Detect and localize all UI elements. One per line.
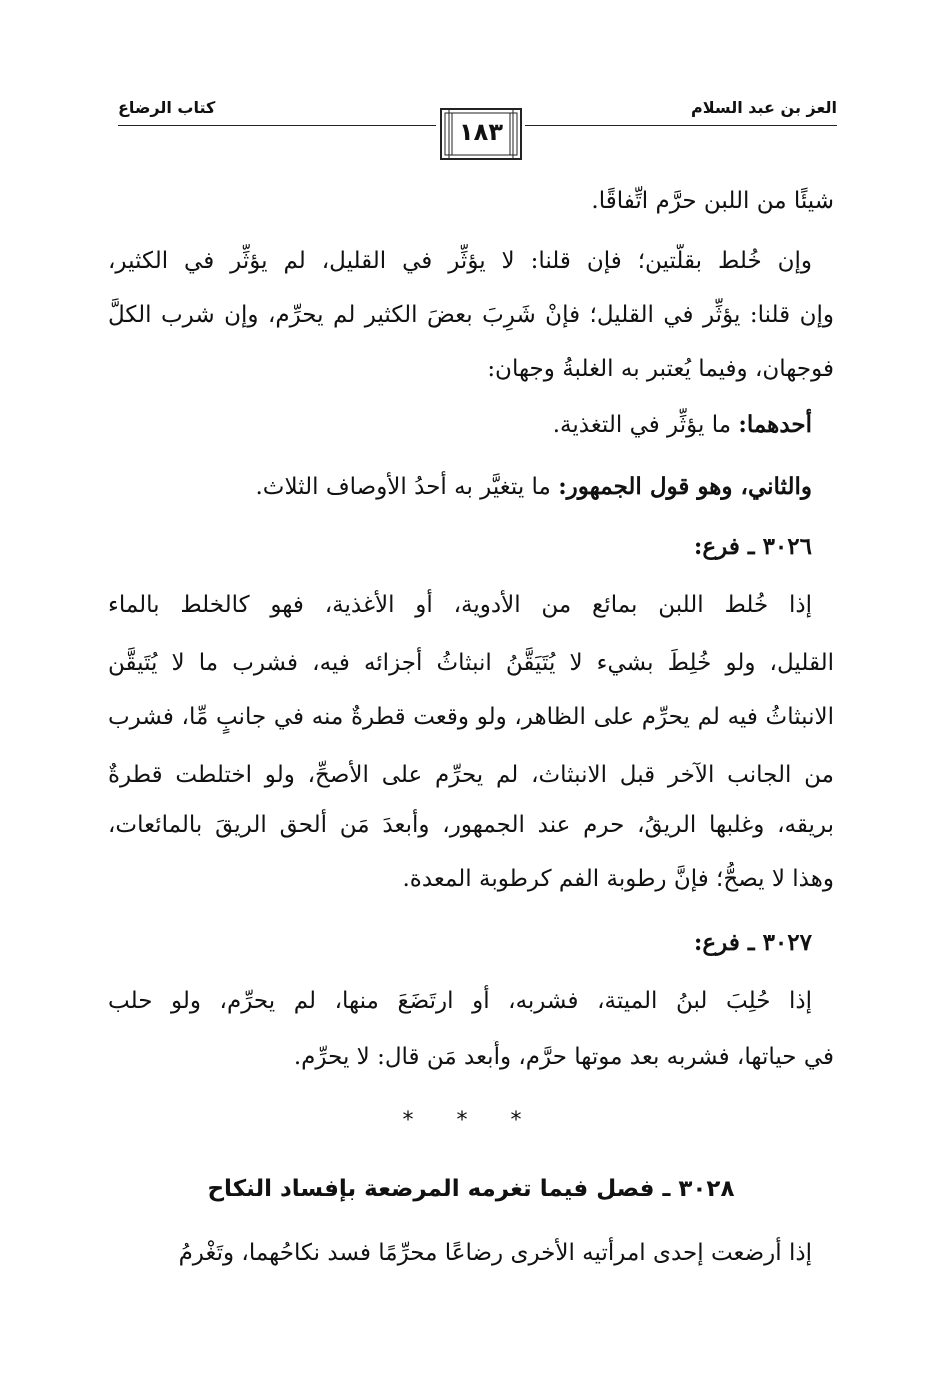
line-text: ما يتغيَّر به أحدُ الأوصاف الثلاث.: [255, 474, 559, 500]
body-line-last: إذا أرضعت إحدى امرأتيه الأخرى رضاعًا محرِّمًا فسد نكاحُهما، وتَغْرمُ: [178, 1240, 812, 1266]
line-lead: ٣٠٢٦ ـ فرع:: [693, 533, 812, 560]
line-text: من الجانب الآخر قبل الانبثاث، لم يحرِّم على الأصحِّ، ولو اختلطت قطرةٌ: [108, 762, 834, 788]
line-text: في حياتها، فشربه بعد موتها حرَّم، وأَبعد مَن قال: لا يحرِّم.: [293, 1044, 834, 1070]
body-line: [108, 470, 812, 504]
page-number-frame: [440, 108, 522, 160]
line-text: القليل، ولو خُلِطَ بشيء لا يُتَيَقَّنُ انبثاثُ أجزائه فيه، فشرب ما لا يُتَيقَّن: [108, 650, 834, 676]
header-rule-left: [118, 125, 436, 126]
header-author: العز بن عبد السلام: [691, 98, 837, 117]
section-separator: * * *: [402, 1108, 540, 1133]
line-lead: ٣٠٢٧ ـ فرع:: [693, 929, 812, 956]
line-text: وإن خُلط بقلَّتين؛ فإن قلنا: لا يؤثِّر في القليل، لم يؤثِّر في الكثير،: [108, 248, 812, 274]
page-number: ١٨٣: [459, 118, 503, 146]
section-heading: ٣٠٢٨ ـ فصل فيما تغرمه المرضعة بإفساد النكاح: [207, 1176, 735, 1202]
line-text: ما يؤثِّر في التغذية.: [552, 412, 739, 438]
body-line: [108, 530, 812, 564]
line-text: وهذا لا يصحُّ؛ فإنَّ رطوبة الفم كرطوبة المعدة.: [402, 866, 834, 892]
line-text: بريقه، وغلبها الريقُ، حرم عند الجمهور، وأبعدَ مَن ألحق الريقَ بالمائعات،: [108, 812, 834, 838]
body-line: [108, 408, 812, 442]
line-text: إذا حُلِبَ لبنُ الميتة، فشربه، أو ارتَضَعَ منها، لم يحرِّم، ولو حلب: [108, 988, 812, 1014]
body-line: [108, 808, 834, 842]
line-lead: أحدهما:: [738, 411, 812, 438]
line-text: وإن قلنا: يؤثِّر في القليل؛ فإنْ شَرِبَ بعضَ الكثير لم يحرِّم، وإن شرب الكلَّ: [108, 302, 834, 328]
body-line: [108, 700, 834, 734]
line-text: شيئًا من اللبن حرَّم اتِّفاقًا.: [591, 188, 834, 214]
header-book-section: كتاب الرضاع: [118, 98, 216, 117]
body-line: [108, 184, 834, 218]
body-line: [108, 926, 812, 960]
line-text: فوجهان، وفيما يُعتبر به الغلبةُ وجهان:: [487, 356, 834, 382]
body-line: [108, 984, 812, 1018]
body-line: [108, 862, 834, 896]
line-text: إذا خُلط اللبن بمائع من الأدوية، أو الأغذية، فهو كالخلط بالماء: [108, 592, 812, 618]
line-lead: والثاني، وهو قول الجمهور:: [558, 473, 812, 500]
body-line: [108, 588, 812, 622]
line-text: الانبثاثُ فيه لم يحرِّم على الظاهر، ولو وقعت قطرةٌ منه في جانبٍ مِّا، فشرب: [108, 704, 834, 730]
body-line: [108, 244, 812, 278]
body-line: [108, 1040, 834, 1074]
header-rule-right: [525, 125, 837, 126]
body-line: [108, 352, 834, 386]
body-line: [108, 646, 834, 680]
body-line: [108, 298, 834, 332]
body-line: [108, 758, 834, 792]
